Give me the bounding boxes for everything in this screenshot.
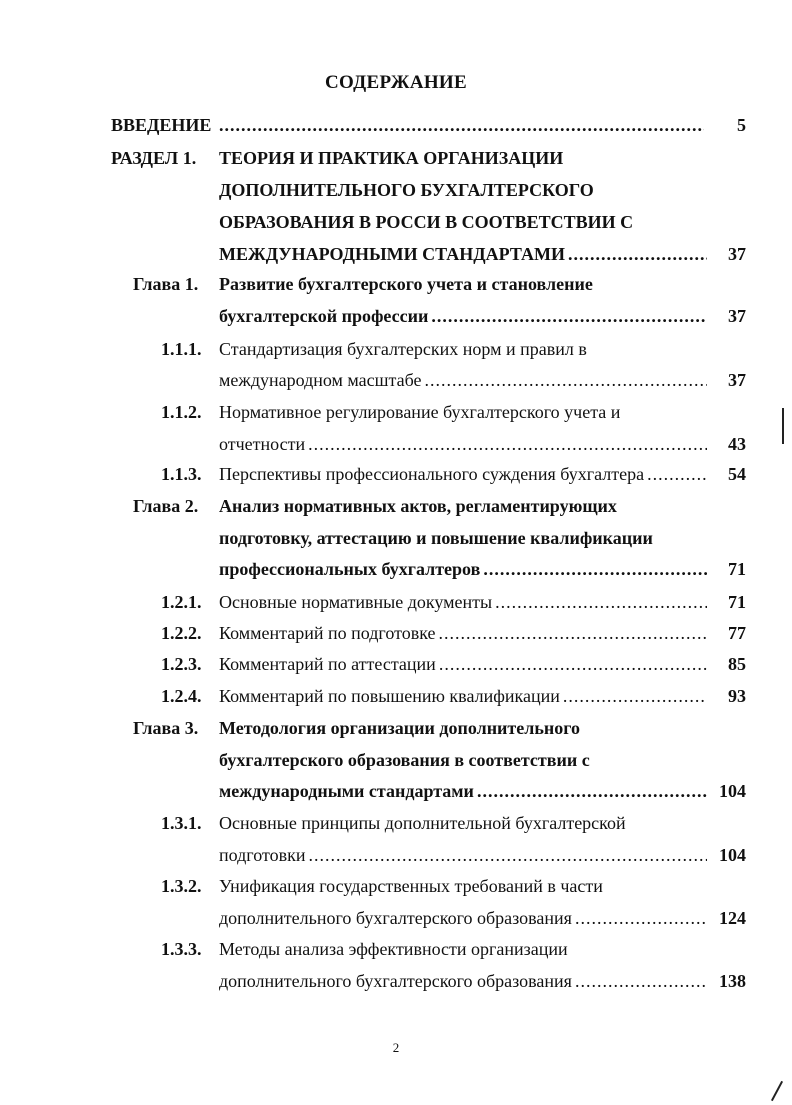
toc-title-line: ТЕОРИЯ И ПРАКТИКА ОРГАНИЗАЦИИ <box>219 148 564 168</box>
toc-title-line: Нормативное регулирование бухгалтерского учета и <box>219 402 621 422</box>
dot-leader <box>647 460 707 488</box>
toc-label: РАЗДЕЛ 1. <box>111 148 197 168</box>
dot-leader <box>563 682 707 710</box>
toc-title-line: профессиональных бухгалтеров <box>219 559 481 579</box>
toc-label: ВВЕДЕНИЕ <box>111 115 212 135</box>
toc-entry-section-1[interactable] <box>0 144 792 172</box>
toc-title-line: ОБРАЗОВАНИЯ В РОССИ В СООТВЕТСТВИИ С <box>219 212 634 232</box>
toc-title-line: МЕЖДУНАРОДНЫМИ СТАНДАРТАМИ <box>219 244 565 264</box>
toc-label: 1.1.1. <box>161 339 202 359</box>
toc-title-line: Анализ нормативных актов, регламентирующих <box>219 496 617 516</box>
toc-entry-chapter-1-cont <box>0 302 792 330</box>
toc-entry-introduction[interactable] <box>0 111 792 139</box>
toc-entry-section-1-cont <box>0 208 792 236</box>
toc-page-number: 104 <box>719 845 746 865</box>
toc-page-number: 71 <box>728 592 746 612</box>
dot-leader <box>425 366 707 394</box>
toc-label: 1.2.2. <box>161 623 202 643</box>
toc-page-number: 104 <box>719 781 746 801</box>
toc-label: 1.3.1. <box>161 813 202 833</box>
toc-entry-chapter-3-cont <box>0 746 792 774</box>
dot-leader <box>431 302 707 330</box>
toc-title-line: Методология организации дополнительного <box>219 718 580 738</box>
toc-entry-chapter-2[interactable] <box>0 492 792 520</box>
toc-entry-1-3-3-cont <box>0 967 792 995</box>
toc-entry-1-2-3[interactable] <box>0 650 792 678</box>
toc-page-number: 5 <box>737 115 746 135</box>
toc-label: Глава 3. <box>133 718 199 738</box>
toc-entry-chapter-3-cont <box>0 777 792 805</box>
dot-leader <box>477 777 707 805</box>
toc-title-line: подготовку, аттестацию и повышение квалификации <box>219 528 653 548</box>
toc-page-number: 54 <box>728 464 746 484</box>
toc-label: 1.3.3. <box>161 939 202 959</box>
toc-page-number: 138 <box>719 971 746 991</box>
scan-margin-mark <box>782 408 784 444</box>
toc-page-number: 85 <box>728 654 746 674</box>
dot-leader <box>568 240 707 268</box>
toc-title-line: Методы анализа эффективности организации <box>219 939 568 959</box>
toc-title-line: подготовки <box>219 845 306 865</box>
footer-page-number: 2 <box>392 1040 400 1055</box>
dot-leader <box>219 111 704 139</box>
toc-entry-1-1-1[interactable] <box>0 335 792 363</box>
toc-page-number: 77 <box>728 623 746 643</box>
toc-title-line: Развитие бухгалтерского учета и становление <box>219 274 593 294</box>
toc-title-line: Комментарий по подготовке <box>219 623 436 643</box>
dot-leader <box>439 650 707 678</box>
toc-entry-chapter-2-cont <box>0 555 792 583</box>
dot-leader <box>483 555 707 583</box>
toc-title-line: Основные принципы дополнительной бухгалтерской <box>219 813 626 833</box>
toc-entry-1-1-3[interactable] <box>0 460 792 488</box>
toc-page-number: 37 <box>728 370 746 390</box>
toc-label: Глава 1. <box>133 274 199 294</box>
toc-page-number: 37 <box>728 244 746 264</box>
toc-title-line: бухгалтерской профессии <box>219 306 429 326</box>
toc-title-line: бухгалтерского образования в соответствии с <box>219 750 590 770</box>
toc-entry-1-2-2[interactable] <box>0 619 792 647</box>
toc-entry-1-3-3[interactable] <box>0 935 792 963</box>
toc-entry-1-3-1[interactable] <box>0 809 792 837</box>
toc-entry-section-1-cont <box>0 176 792 204</box>
toc-label: Глава 2. <box>133 496 199 516</box>
toc-label: 1.2.1. <box>161 592 202 612</box>
dot-leader <box>308 430 707 458</box>
toc-page-number: 93 <box>728 686 746 706</box>
toc-entry-chapter-2-cont <box>0 524 792 552</box>
toc-title-line: Унификация государственных требований в части <box>219 876 603 896</box>
toc-label: 1.2.4. <box>161 686 202 706</box>
toc-page-number: 124 <box>719 908 746 928</box>
dot-leader <box>575 904 707 932</box>
toc-title-line: Перспективы профессионального суждения бухгалтера <box>219 464 645 484</box>
toc-entry-1-1-2-cont <box>0 430 792 458</box>
toc-title-line: отчетности <box>219 434 306 454</box>
toc-label: 1.1.3. <box>161 464 202 484</box>
toc-title-line: Комментарий по повышению квалификации <box>219 686 560 706</box>
toc-label: 1.2.3. <box>161 654 202 674</box>
toc-title-line: Стандартизация бухгалтерских норм и правил в <box>219 339 587 359</box>
dot-leader <box>495 588 707 616</box>
dot-leader <box>575 967 707 995</box>
toc-label: 1.1.2. <box>161 402 202 422</box>
toc-entry-chapter-3[interactable] <box>0 714 792 742</box>
toc-page-number: 43 <box>728 434 746 454</box>
dot-leader <box>439 619 707 647</box>
toc-entry-section-1-cont <box>0 240 792 268</box>
toc-entry-chapter-1[interactable] <box>0 270 792 298</box>
toc-entry-1-1-1-cont <box>0 366 792 394</box>
toc-entry-1-2-1[interactable] <box>0 588 792 616</box>
toc-entry-1-1-2[interactable] <box>0 398 792 426</box>
toc-title-line: дополнительного бухгалтерского образования <box>219 971 572 991</box>
toc-title-line: международном масштабе <box>219 370 422 390</box>
toc-label: 1.3.2. <box>161 876 202 896</box>
page-title: СОДЕРЖАНИЕ <box>325 72 467 93</box>
toc-entry-1-3-1-cont <box>0 841 792 869</box>
toc-page-number: 71 <box>728 559 746 579</box>
toc-title-line: ДОПОЛНИТЕЛЬНОГО БУХГАЛТЕРСКОГО <box>219 180 594 200</box>
toc-title-line: Комментарий по аттестации <box>219 654 436 674</box>
toc-entry-1-3-2-cont <box>0 904 792 932</box>
toc-title-line: Основные нормативные документы <box>219 592 493 612</box>
toc-title-line: международными стандартами <box>219 781 474 801</box>
toc-entry-1-2-4[interactable] <box>0 682 792 710</box>
toc-page-number: 37 <box>728 306 746 326</box>
dot-leader <box>308 841 707 869</box>
toc-entry-1-3-2[interactable] <box>0 872 792 900</box>
toc-title-line: дополнительного бухгалтерского образования <box>219 908 572 928</box>
